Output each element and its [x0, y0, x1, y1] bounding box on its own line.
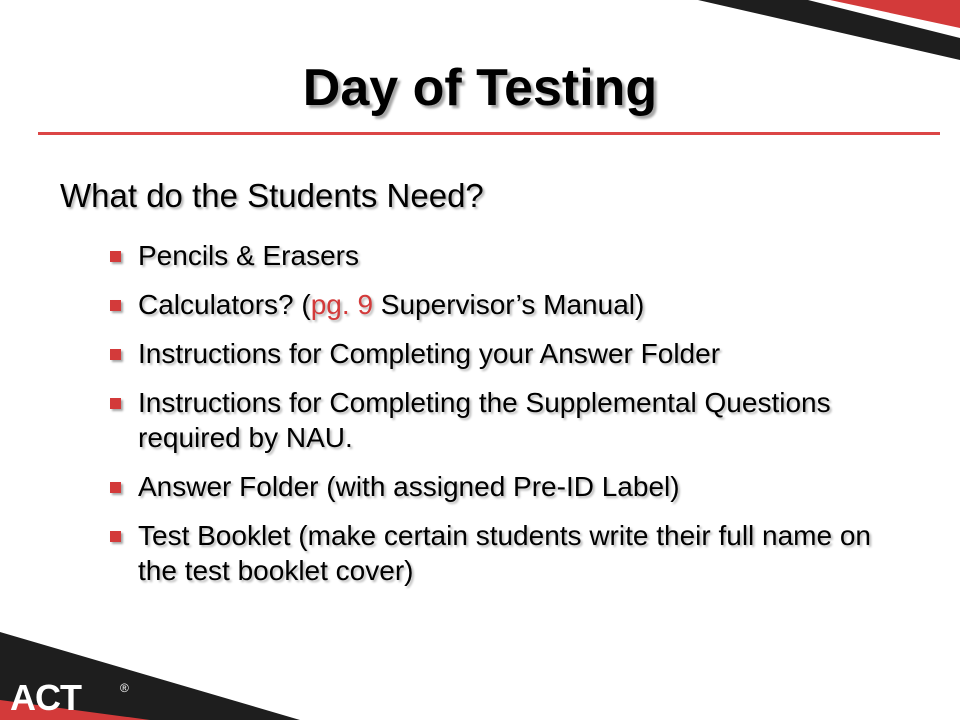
- bullet-item: [108, 518, 908, 588]
- slide-title: Day of Testing: [302, 59, 658, 117]
- bullet-text-before: Calculators? (: [138, 289, 311, 320]
- bullet-text: Pencils & Erasers: [138, 240, 359, 271]
- act-logo: [8, 676, 138, 716]
- bullet-text: Instructions for Completing the Supplemental Questions required by NAU.: [138, 387, 831, 453]
- registered-mark: ®: [120, 681, 129, 695]
- square-bullet-icon: [110, 398, 121, 409]
- bullet-item: [108, 336, 908, 371]
- square-bullet-icon: [110, 482, 121, 493]
- bullet-list: [108, 238, 908, 602]
- square-bullet-icon: [110, 251, 121, 262]
- square-bullet-icon: [110, 531, 121, 542]
- square-bullet-icon: [110, 300, 121, 311]
- bullet-text: Answer Folder (with assigned Pre-ID Label): [138, 471, 680, 502]
- section-heading: What do the Students Need?: [60, 177, 484, 214]
- act-logo-text: ACT: [10, 677, 81, 716]
- bullet-text: [138, 289, 644, 320]
- title-divider: [38, 132, 940, 135]
- bullet-text: Test Booklet (make certain students write their full name on the test booklet cover): [138, 520, 872, 586]
- bullet-item: [108, 385, 908, 455]
- page-reference-highlight: pg. 9: [310, 289, 374, 320]
- bullet-text: Instructions for Completing your Answer Folder: [138, 338, 721, 369]
- bullet-item: [108, 287, 908, 322]
- square-bullet-icon: [110, 349, 121, 360]
- bullet-item: [108, 238, 908, 273]
- bullet-item: [108, 469, 908, 504]
- bullet-text-after: Supervisor’s Manual): [373, 289, 645, 320]
